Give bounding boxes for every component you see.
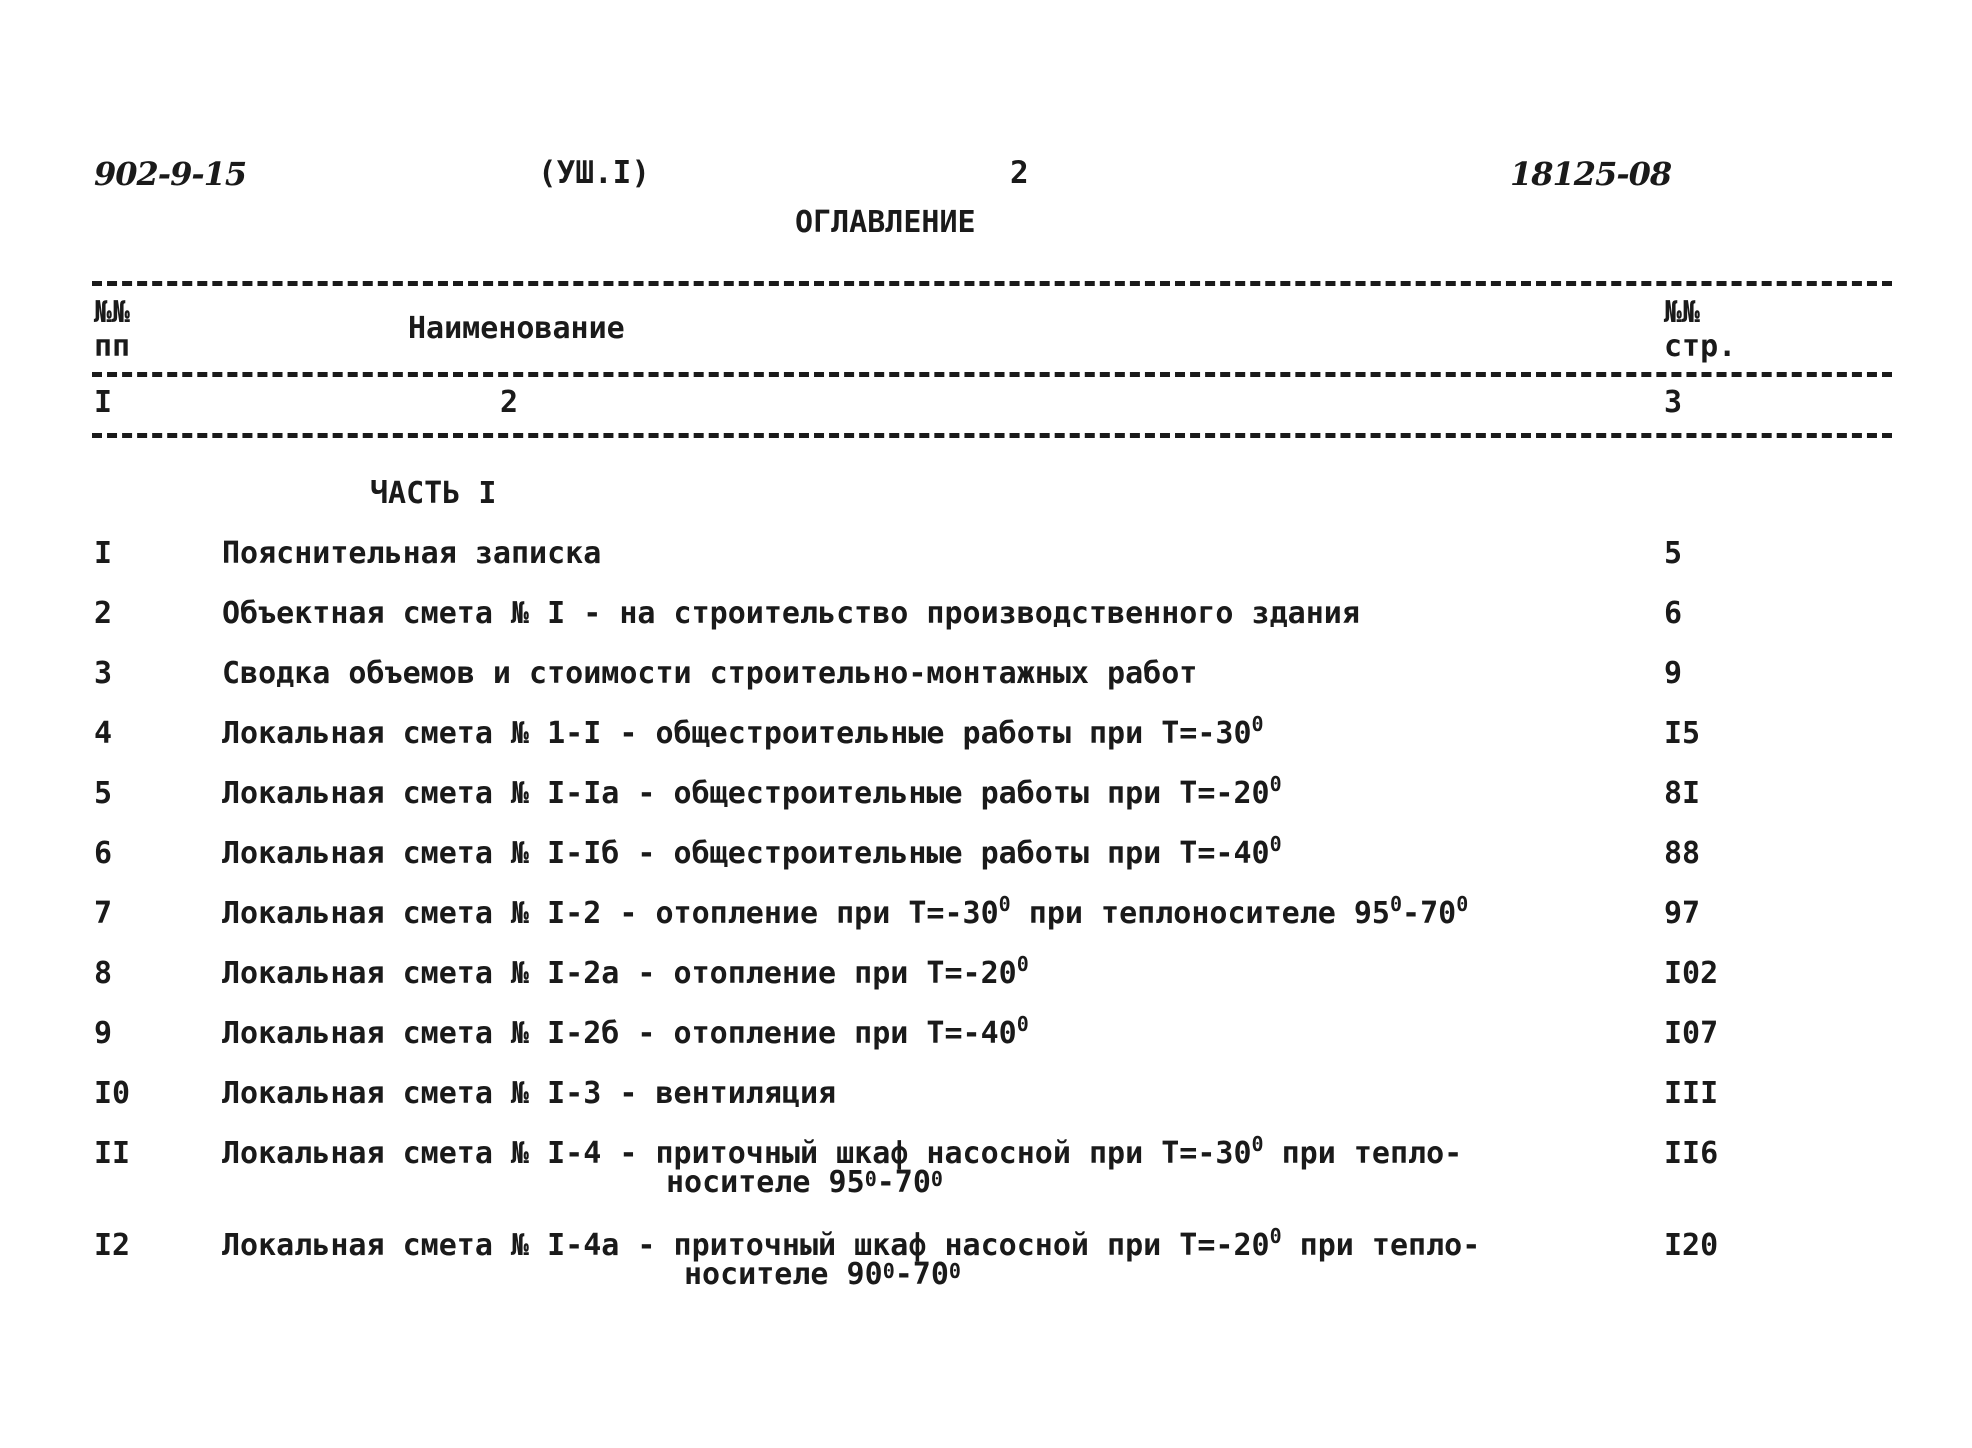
row-title-text: Локальная смета № I-2б - отопление при Т=-40 [222, 1016, 1017, 1051]
row-title: Локальная смета № I-3 - вентиляция [222, 1076, 837, 1111]
row-page: II6 [1664, 1136, 1719, 1171]
degree-mark: 0 [1251, 712, 1264, 736]
degree-mark: 0 [882, 1259, 895, 1283]
degree-mark: 0 [998, 892, 1011, 916]
row-number: 9 [94, 1016, 113, 1051]
row-number: 2 [94, 596, 113, 631]
rule-top [92, 281, 1892, 286]
row-title-text: -70 [876, 1165, 931, 1200]
row-title-text: носителе 90 [684, 1257, 883, 1292]
row-number: 5 [94, 776, 113, 811]
degree-mark: 0 [1456, 892, 1469, 916]
row-number: 4 [94, 716, 113, 751]
degree-mark: 0 [864, 1167, 877, 1191]
row-title-line2 [684, 1257, 961, 1292]
row-page: 88 [1664, 836, 1701, 871]
row-title [222, 772, 1282, 811]
degree-mark: 0 [1269, 772, 1282, 796]
row-page: 6 [1664, 596, 1683, 631]
row-title-text: Локальная смета № I-4а - приточный шкаф насосной при Т=-20 [222, 1228, 1270, 1263]
index-col2: 2 [500, 385, 519, 420]
row-title-text: Локальная смета № I-2 - отопление при Т=-30 [222, 896, 999, 931]
col-number-line2: пп [94, 329, 131, 364]
row-title-text: Локальная смета № I-Iб - общестроительные работы при Т=-40 [222, 836, 1270, 871]
col-number-header [94, 296, 130, 364]
row-page: I07 [1664, 1016, 1719, 1051]
rule-bottom [92, 433, 1892, 438]
row-number: I0 [94, 1076, 131, 1111]
row-title-text: Локальная смета № I-4 - приточный шкаф насосной при Т=-30 [222, 1136, 1252, 1171]
row-title-line2 [666, 1165, 943, 1200]
doc-code: 902-9-15 [94, 155, 247, 193]
row-title-text: при тепло- [1263, 1136, 1463, 1171]
page-title: ОГЛАВЛЕНИЕ [795, 205, 976, 240]
row-page: 8I [1664, 776, 1701, 811]
degree-mark: 0 [948, 1259, 961, 1283]
row-title-text: при теплоносителе 95 [1010, 896, 1390, 931]
degree-mark: 0 [1251, 1132, 1264, 1156]
row-title-text: при тепло- [1281, 1228, 1481, 1263]
row-title [222, 1012, 1029, 1051]
row-page: I02 [1664, 956, 1719, 991]
degree-mark: 0 [1016, 1012, 1029, 1036]
degree-mark: 0 [1269, 832, 1282, 856]
rule-mid [92, 372, 1892, 377]
col-number-line1: №№ [94, 295, 131, 330]
row-title-text: -70 [894, 1257, 949, 1292]
row-page: 5 [1664, 536, 1683, 571]
degree-mark: 0 [930, 1167, 943, 1191]
row-number: II [94, 1136, 131, 1171]
row-title [222, 712, 1264, 751]
row-title: Объектная смета № I - на строительство производственного здания [222, 596, 1360, 631]
degree-mark: 0 [1016, 952, 1029, 976]
row-page: I5 [1664, 716, 1701, 751]
row-page: I20 [1664, 1228, 1719, 1263]
row-page: 97 [1664, 896, 1701, 931]
row-title-text: носителе 95 [666, 1165, 865, 1200]
degree-mark: 0 [1269, 1224, 1282, 1248]
row-number: 3 [94, 656, 113, 691]
row-title-text: -70 [1402, 896, 1457, 931]
row-number: 6 [94, 836, 113, 871]
row-title-text: Локальная смета № 1-I - общестроительные работы при Т=-30 [222, 716, 1252, 751]
col-page-line2: стр. [1664, 329, 1737, 364]
archive-number: 18125-08 [1510, 155, 1672, 193]
row-title: Пояснительная записка [222, 536, 602, 571]
part-title: ЧАСТЬ I [370, 476, 497, 511]
col-page-header [1664, 296, 1736, 364]
row-number: I [94, 536, 113, 571]
row-number: 8 [94, 956, 113, 991]
row-number: I2 [94, 1228, 131, 1263]
index-col1: I [94, 385, 113, 420]
row-title [222, 952, 1029, 991]
section-code: (УШ.I) [538, 155, 650, 191]
row-number: 7 [94, 896, 113, 931]
row-title-text: Локальная смета № I-2а - отопление при Т=-20 [222, 956, 1017, 991]
index-col3: 3 [1664, 385, 1683, 420]
col-name-header: Наименование [408, 311, 625, 346]
page-number: 2 [1010, 155, 1029, 191]
row-title [222, 832, 1282, 871]
degree-mark: 0 [1390, 892, 1403, 916]
row-title: Сводка объемов и стоимости строительно-монтажных работ [222, 656, 1198, 691]
row-page: 9 [1664, 656, 1683, 691]
row-page: III [1664, 1076, 1719, 1111]
row-title [222, 892, 1469, 931]
row-title-text: Локальная смета № I-Iа - общестроительные работы при Т=-20 [222, 776, 1270, 811]
col-page-line1: №№ [1664, 295, 1701, 330]
